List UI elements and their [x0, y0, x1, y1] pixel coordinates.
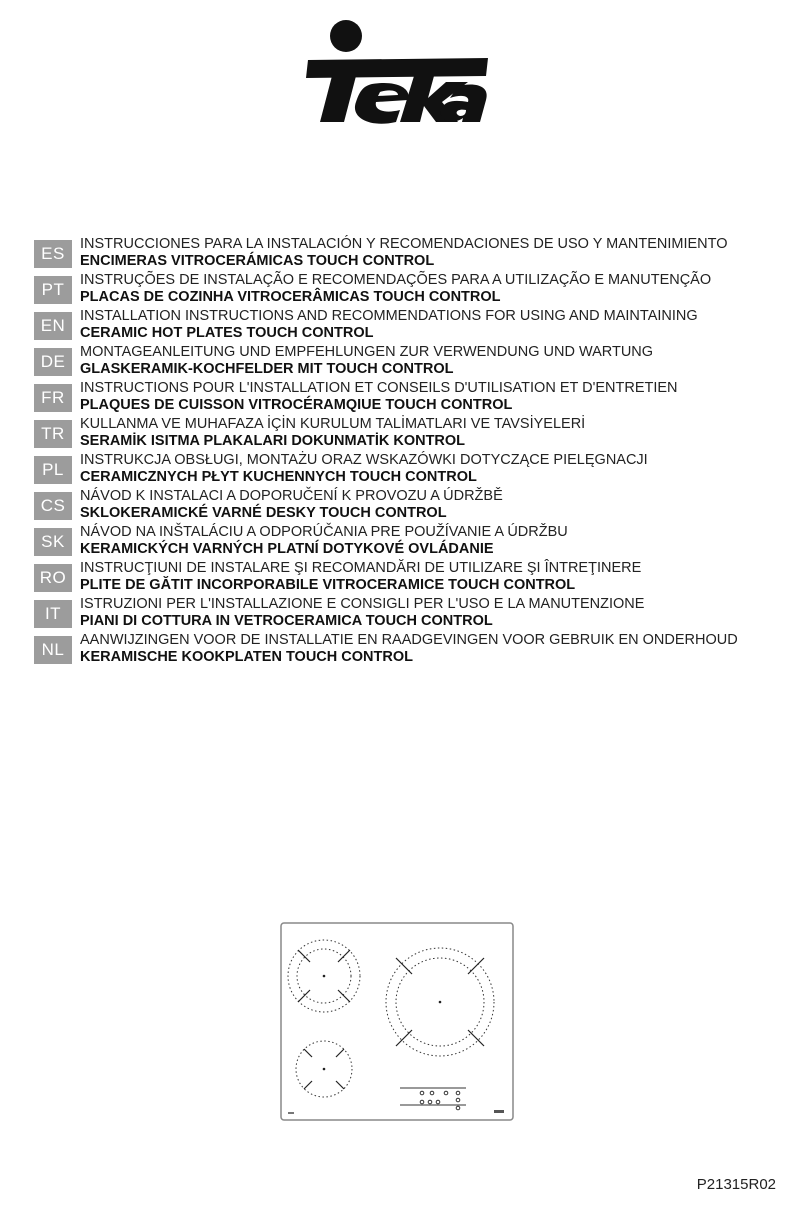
product-title: KERAMISCHE KOOKPLATEN TOUCH CONTROL — [80, 649, 413, 665]
language-title — [80, 488, 808, 522]
language-title — [80, 632, 808, 666]
language-code-badge: PL — [34, 456, 72, 484]
language-row — [34, 524, 794, 560]
instructions-title: AANWIJZINGEN VOOR DE INSTALLATIE EN RAADGEVINGEN VOOR GEBRUIK EN ONDERHOUD — [80, 632, 738, 648]
product-title: ENCIMERAS VITROCERÁMICAS TOUCH CONTROL — [80, 253, 435, 269]
language-row — [34, 632, 794, 668]
product-title: SERAMİK ISITMA PLAKALARI DOKUNMATİK KONTROL — [80, 433, 466, 449]
language-code-badge: IT — [34, 600, 72, 628]
language-row — [34, 560, 794, 596]
product-title: GLASKERAMIK-KOCHFELDER MIT TOUCH CONTROL — [80, 361, 454, 377]
logo-dot — [330, 20, 362, 52]
language-code-badge: DE — [34, 348, 72, 376]
document-code: P21315R02 — [696, 1176, 776, 1193]
logo-bar — [306, 58, 488, 78]
language-row — [34, 272, 794, 308]
language-title — [80, 596, 808, 630]
language-code-badge: FR — [34, 384, 72, 412]
language-row — [34, 452, 794, 488]
language-title — [80, 272, 808, 306]
language-code-badge: ES — [34, 240, 72, 268]
language-title — [80, 308, 808, 342]
language-row — [34, 344, 794, 380]
small-logo-mark — [494, 1110, 504, 1113]
instructions-title: INSTRUCŢIUNI DE INSTALARE ŞI RECOMANDĂRI DE UTILIZARE ŞI ÎNTREŢINERE — [80, 560, 642, 576]
language-title — [80, 524, 808, 558]
instructions-title: INSTRUKCJA OBSŁUGI, MONTAŻU ORAZ WSKAZÓWKI DOTYCZĄCE PIELĘGNACJI — [80, 452, 648, 468]
product-title: PLAQUES DE CUISSON VITROCÉRAMQIUE TOUCH CONTROL — [80, 397, 513, 413]
product-title: PIANI DI COTTURA IN VETROCERAMICA TOUCH CONTROL — [80, 613, 493, 629]
language-row — [34, 596, 794, 632]
language-code-badge: EN — [34, 312, 72, 340]
language-code-badge: NL — [34, 636, 72, 664]
language-code-badge: PT — [34, 276, 72, 304]
instructions-title: KULLANMA VE MUHAFAZA İÇİN KURULUM TALİMATLARI VE TAVSİYELERİ — [80, 416, 586, 432]
language-title — [80, 416, 808, 450]
product-title: PLITE DE GĂTIT INCORPORABILE VITROCERAMICE TOUCH CONTROL — [80, 577, 576, 593]
product-title: PLACAS DE COZINHA VITROCERÂMICAS TOUCH CONTROL — [80, 289, 501, 305]
instructions-title: ISTRUZIONI PER L'INSTALLAZIONE E CONSIGLI PER L'USO E LA MANUTENZIONE — [80, 596, 645, 612]
language-row — [34, 416, 794, 452]
instructions-title: NÁVOD K INSTALACI A DOPORUČENÍ K PROVOZU A ÚDRŽBĚ — [80, 488, 503, 504]
language-title — [80, 236, 808, 270]
language-title — [80, 380, 808, 414]
language-code-badge: RO — [34, 564, 72, 592]
instructions-title: INSTRUÇÕES DE INSTALAÇÃO E RECOMENDAÇÕES PARA A UTILIZAÇÃO E MANUTENÇÃO — [80, 272, 712, 288]
language-title — [80, 452, 808, 486]
language-code-badge: TR — [34, 420, 72, 448]
hob-illustration — [280, 922, 514, 1122]
hob-outline — [281, 923, 513, 1120]
language-list — [34, 236, 794, 668]
product-title: CERAMIC HOT PLATES TOUCH CONTROL — [80, 325, 374, 341]
instructions-title: NÁVOD NA INŠTALÁCIU A ODPORÚČANIA PRE POUŽÍVANIE A ÚDRŽBU — [80, 524, 568, 540]
language-row — [34, 308, 794, 344]
language-code-badge: SK — [34, 528, 72, 556]
language-row — [34, 236, 794, 272]
instructions-title: INSTRUCTIONS POUR L'INSTALLATION ET CONSEILS D'UTILISATION ET D'ENTRETIEN — [80, 380, 678, 396]
instructions-title: INSTALLATION INSTRUCTIONS AND RECOMMENDATIONS FOR USING AND MAINTAINING — [80, 308, 698, 324]
instructions-title: MONTAGEANLEITUNG UND EMPFEHLUNGEN ZUR VERWENDUNG UND WARTUNG — [80, 344, 654, 360]
language-title — [80, 560, 808, 594]
instructions-title: INSTRUCCIONES PARA LA INSTALACIÓN Y RECOMENDACIONES DE USO Y MANTENIMIENTO — [80, 236, 728, 252]
language-row — [34, 380, 794, 416]
teka-logo — [300, 18, 490, 130]
language-row — [34, 488, 794, 524]
product-title: CERAMICZNYCH PŁYT KUCHENNYCH TOUCH CONTROL — [80, 469, 477, 485]
language-title — [80, 344, 808, 378]
product-title: KERAMICKÝCH VARNÝCH PLATNÍ DOTYKOVÉ OVLÁDANIE — [80, 541, 494, 557]
product-title: SKLOKERAMICKÉ VARNÉ DESKY TOUCH CONTROL — [80, 505, 447, 521]
language-code-badge: CS — [34, 492, 72, 520]
